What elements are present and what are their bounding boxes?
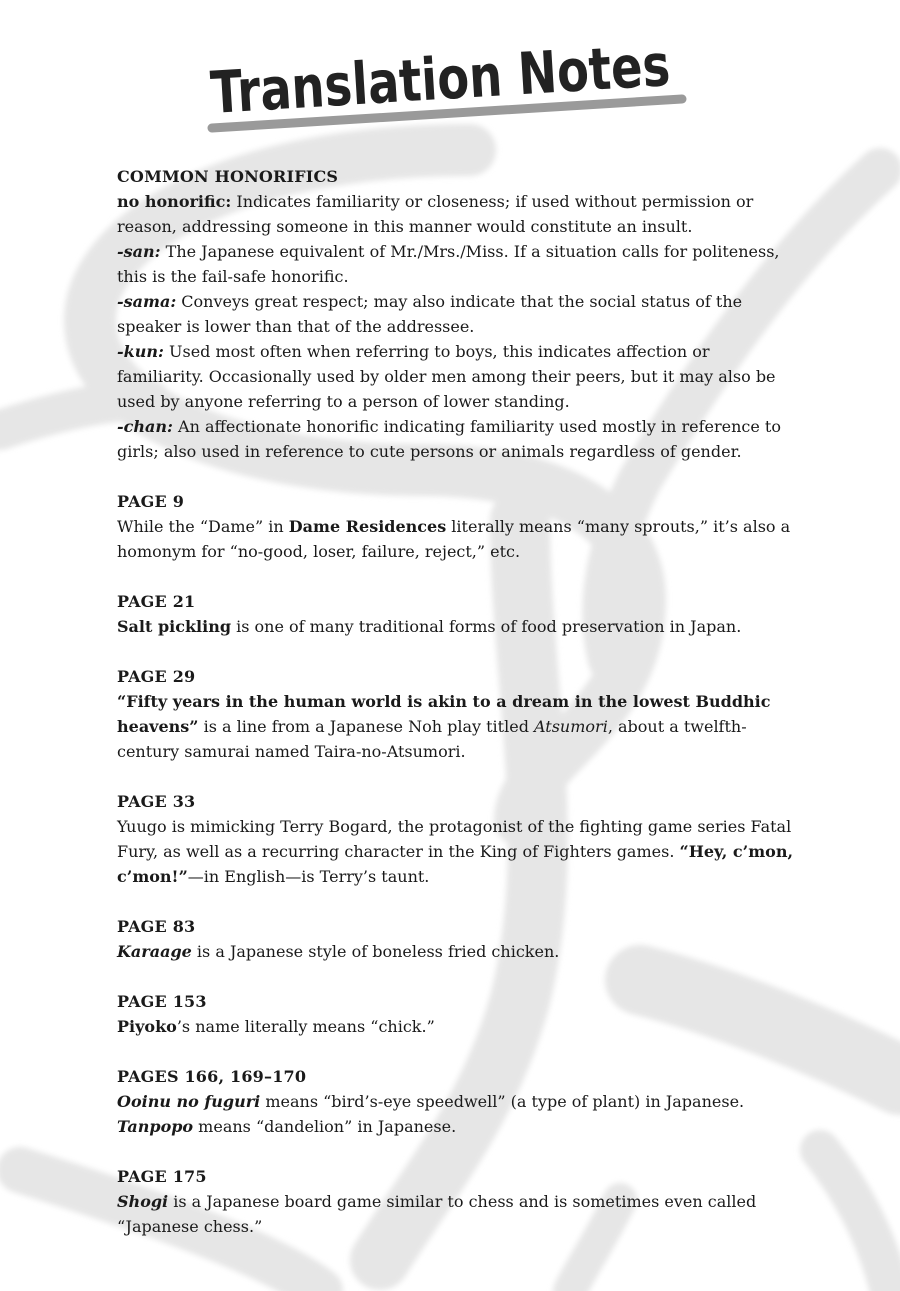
note-fragment: is a line from a Japanese Noh play titled bbox=[198, 717, 535, 736]
section-heading: PAGES 166, 169–170 bbox=[117, 1067, 307, 1086]
section-heading: PAGE 21 bbox=[117, 592, 196, 611]
honorific-term: -san: bbox=[117, 242, 161, 261]
note-fragment: is one of many traditional forms of food preservation in Japan. bbox=[231, 617, 742, 636]
honorific-entry bbox=[117, 239, 797, 289]
note-text bbox=[117, 689, 797, 764]
title-banner bbox=[200, 24, 787, 148]
section-page-29 bbox=[117, 664, 797, 764]
note-term: “Fifty years in the human world is akin to a dream in the lowest Buddhic heavens” bbox=[117, 692, 771, 736]
note-text bbox=[117, 1114, 797, 1139]
section-page-153 bbox=[117, 989, 797, 1039]
note-fragment: While the “Dame” in bbox=[117, 517, 289, 536]
note-title-italic: Atsumori bbox=[534, 717, 608, 736]
note-text bbox=[117, 939, 797, 964]
note-fragment: , about a twelfth-century samurai named Taira-no-Atsumori. bbox=[117, 717, 747, 761]
note-text bbox=[117, 614, 797, 639]
honorific-definition: Conveys great respect; may also indicate that the social status of the speaker is lower than that of the addressee. bbox=[117, 292, 743, 336]
note-fragment: means “dandelion” in Japanese. bbox=[193, 1117, 457, 1136]
note-fragment: means “bird’s-eye speedwell” (a type of plant) in Japanese. bbox=[260, 1092, 745, 1111]
note-fragment: —in English—is Terry’s taunt. bbox=[187, 867, 430, 886]
honorific-entry bbox=[117, 289, 797, 339]
note-text bbox=[117, 1014, 797, 1039]
note-fragment: is a Japanese style of boneless fried chicken. bbox=[191, 942, 560, 961]
note-fragment: ’s name literally means “chick.” bbox=[176, 1017, 435, 1036]
note-text bbox=[117, 1189, 797, 1239]
section-page-33 bbox=[117, 789, 797, 889]
honorific-definition: Used most often when referring to boys, this indicates affection or familiarity. Occasionally used by older men among their peers, but it may also be used by anyone referring to a person of lower standing. bbox=[117, 342, 776, 411]
section-heading: PAGE 29 bbox=[117, 667, 196, 686]
note-text bbox=[117, 514, 797, 564]
note-term: Salt pickling bbox=[117, 617, 232, 636]
section-heading: COMMON HONORIFICS bbox=[117, 167, 339, 186]
note-term: Piyoko bbox=[117, 1017, 177, 1036]
note-text bbox=[117, 1089, 797, 1114]
honorific-term: -chan: bbox=[117, 417, 173, 436]
honorific-entry bbox=[117, 414, 797, 464]
section-heading: PAGE 33 bbox=[117, 792, 196, 811]
honorific-term: no honorific: bbox=[117, 192, 232, 211]
note-term: Ooinu no fuguri bbox=[117, 1092, 261, 1111]
section-heading: PAGE 153 bbox=[117, 992, 207, 1011]
note-text bbox=[117, 814, 797, 889]
honorific-definition: An affectionate honorific indicating familiarity used mostly in reference to girls; also used in reference to cute persons or animals regardless of gender. bbox=[117, 417, 781, 461]
note-term: Karaage bbox=[117, 942, 192, 961]
section-heading: PAGE 9 bbox=[117, 492, 185, 511]
honorific-entry bbox=[117, 339, 797, 414]
honorific-entry bbox=[117, 189, 797, 239]
page-title: Translation Notes bbox=[208, 24, 787, 127]
notes-content bbox=[117, 164, 797, 1264]
honorific-term: -kun: bbox=[117, 342, 164, 361]
section-pages-166-169-170 bbox=[117, 1064, 797, 1139]
note-term: Tanpopo bbox=[117, 1117, 194, 1136]
section-page-175 bbox=[117, 1164, 797, 1239]
section-page-9 bbox=[117, 489, 797, 564]
note-term: “Hey, c’mon, c’mon!” bbox=[117, 842, 794, 886]
note-fragment: literally means “many sprouts,” it’s also a homonym for “no-good, loser, failure, reject,” etc. bbox=[117, 517, 791, 561]
note-fragment: is a Japanese board game similar to chess and is sometimes even called “Japanese chess.” bbox=[117, 1192, 757, 1236]
note-term: Dame Residences bbox=[288, 517, 447, 536]
honorific-definition: The Japanese equivalent of Mr./Mrs./Miss. If a situation calls for politeness, this is the fail-safe honorific. bbox=[117, 242, 780, 286]
honorific-definition: Indicates familiarity or closeness; if used without permission or reason, addressing someone in this manner would constitute an insult. bbox=[117, 192, 754, 236]
section-page-83 bbox=[117, 914, 797, 964]
note-fragment: Yuugo is mimicking Terry Bogard, the protagonist of the fighting game series Fatal Fury, as well as a recurring character in the King of Fighters games. bbox=[117, 817, 792, 861]
section-heading: PAGE 175 bbox=[117, 1167, 207, 1186]
section-page-21 bbox=[117, 589, 797, 639]
section-common-honorifics bbox=[117, 164, 797, 464]
honorific-term: -sama: bbox=[117, 292, 177, 311]
note-term: Shogi bbox=[117, 1192, 169, 1211]
section-heading: PAGE 83 bbox=[117, 917, 196, 936]
